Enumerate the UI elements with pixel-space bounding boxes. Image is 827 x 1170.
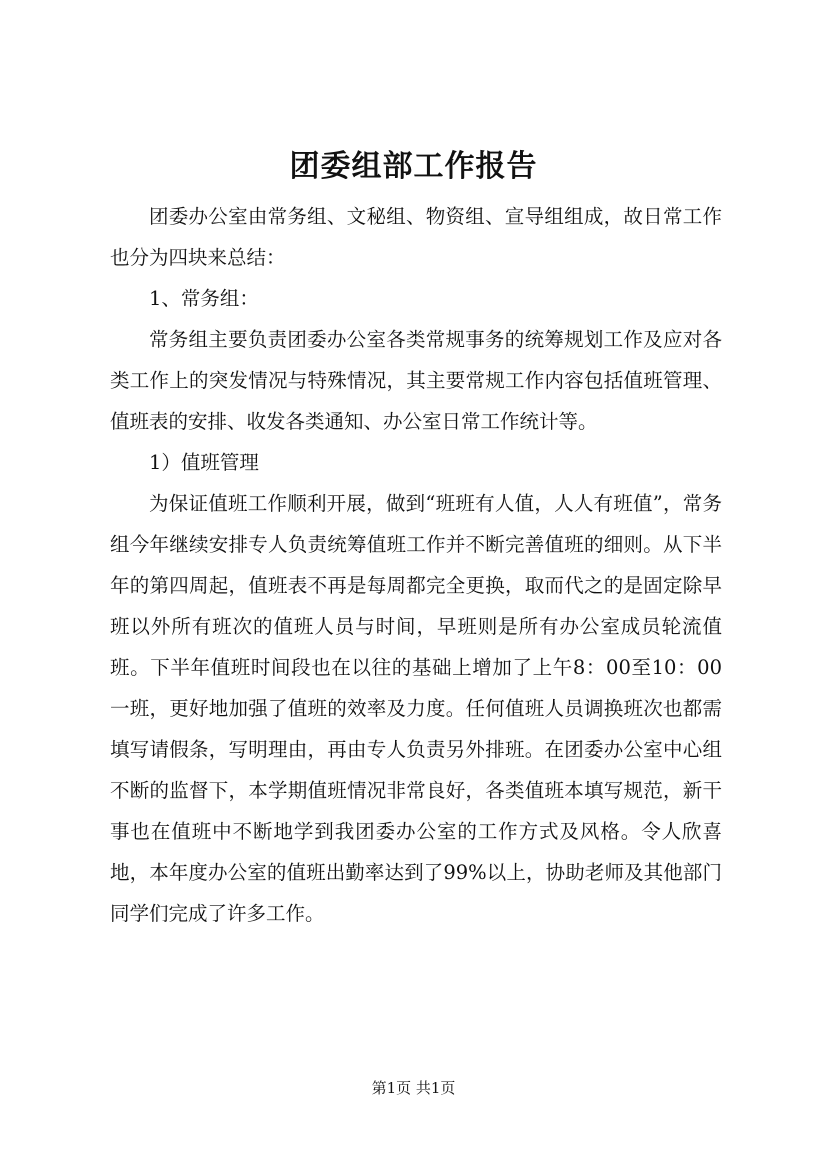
section-heading-1: 1、常务组：	[149, 287, 259, 310]
document-title: 团委组部工作报告	[289, 149, 538, 184]
page-footer: 第1页 共1页	[371, 1079, 456, 1097]
subsection-heading-1: 1）值班管理	[149, 451, 259, 474]
paragraph-duty-management: 为保证值班工作顺利开展，做到“班班有人值，人人有班值”，常务组今年继续安排专人负责统筹值班工作并不断完善值班的细则。从下半年的第四周起，值班表不再是每周都完全更换，取而代之的是固定除早班以外所有班次的值班人员与时间，早班则是所有办公室成员轮流值班。下半年值班时间段也在以往的基础上增加了上午8：00至10：00一班，更好地加强了值班的效率及力度。任何值班人员调换班次也都需填写请假条，写明理由，再由专人负责另外排班。在团委办公室中心组不断的监督下，本学期值班情况非常良好，各类值班本填写规范，新干事也在值班中不断地学到我团委办公室的工作方式及风格。令人欣喜地，本年度办公室的值班出勤率达到了99%以上，协助老师及其他部门同学们完成了许多工作。	[110, 492, 722, 925]
paragraph-duties: 常务组主要负责团委办公室各类常规事务的统筹规划工作及应对各类工作上的突发情况与特殊情况，其主要常规工作内容包括值班管理、值班表的安排、收发各类通知、办公室日常工作统计等。	[110, 328, 722, 433]
paragraph-intro: 团委办公室由常务组、文秘组、物资组、宣导组组成，故日常工作也分为四块来总结：	[110, 205, 722, 269]
document-body	[110, 196, 722, 934]
